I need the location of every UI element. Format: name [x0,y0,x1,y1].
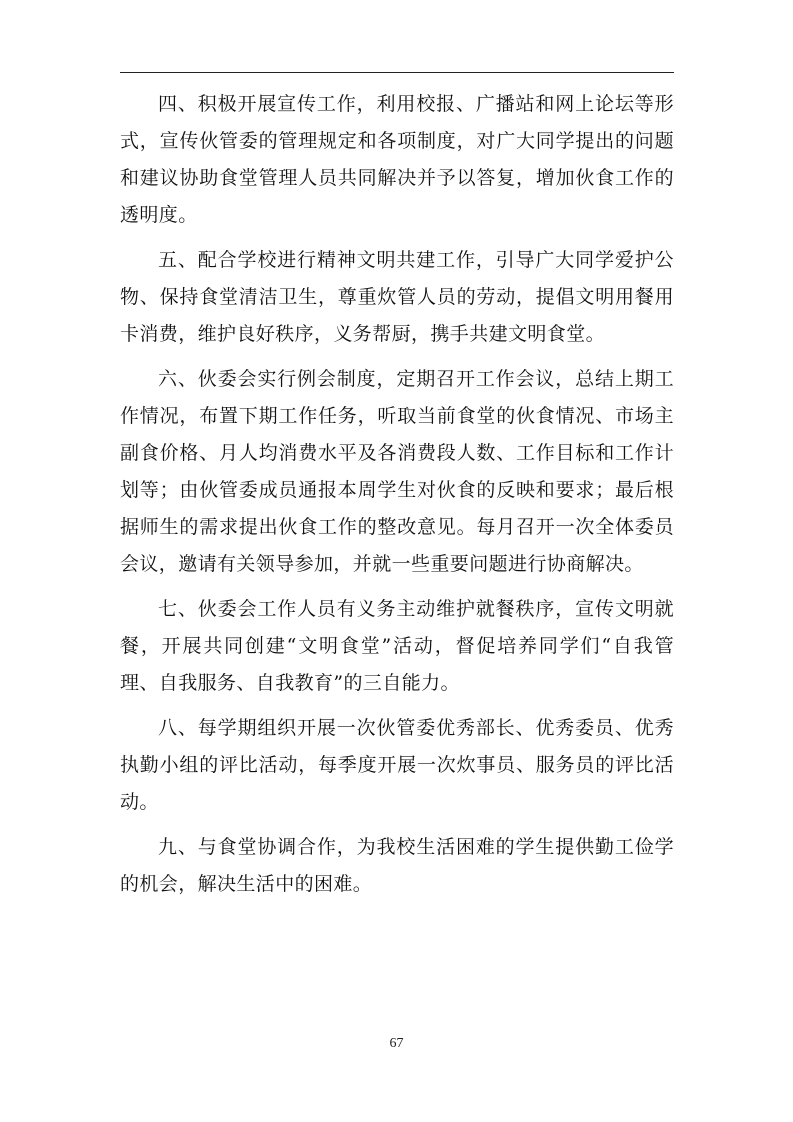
document-body [120,86,674,911]
paragraph-5: 五、配合学校进行精神文明共建工作，引导广大同学爱护公物、保持食堂清洁卫生，尊重炊管人员的劳动，提倡文明用餐用卡消费，维护良好秩序，义务帮厨，携手共建文明食堂。 [120,249,674,345]
paragraph-8: 八、每学期组织开展一次伙管委优秀部长、优秀委员、优秀执勤小组的评比活动，每季度开展一次炊事员、服务员的评比活动。 [120,717,674,813]
page-number: 67 [389,1036,404,1051]
paragraph-9: 九、与食堂协调合作，为我校生活困难的学生提供勤工俭学的机会，解决生活中的困难。 [120,836,674,895]
paragraph-4: 四、积极开展宣传工作，利用校报、广播站和网上论坛等形式，宣传伙管委的管理规定和各项制度，对广大同学提出的问题和建议协助食堂管理人员共同解决并予以答复，增加伙食工作的透明度。 [120,93,674,226]
paragraph-7: 七、伙委会工作人员有义务主动维护就餐秩序，宣传文明就餐，开展共同创建“文明食堂”活动，督促培养同学们“自我管理、自我服务、自我教育”的三自能力。 [120,598,674,694]
paragraph-6: 六、伙委会实行例会制度，定期召开工作会议，总结上期工作情况，布置下期工作任务，听取当前食堂的伙食情况、市场主副食价格、月人均消费水平及各消费段人数、工作目标和工作计划等；由伙管委成员通报本周学生对伙食的反映和要求；最后根据师生的需求提出伙食工作的整改意见。每月召开一次全体委员会议，邀请有关领导参加，并就一些重要问题进行协商解决。 [120,368,674,575]
header-rule [120,72,674,73]
